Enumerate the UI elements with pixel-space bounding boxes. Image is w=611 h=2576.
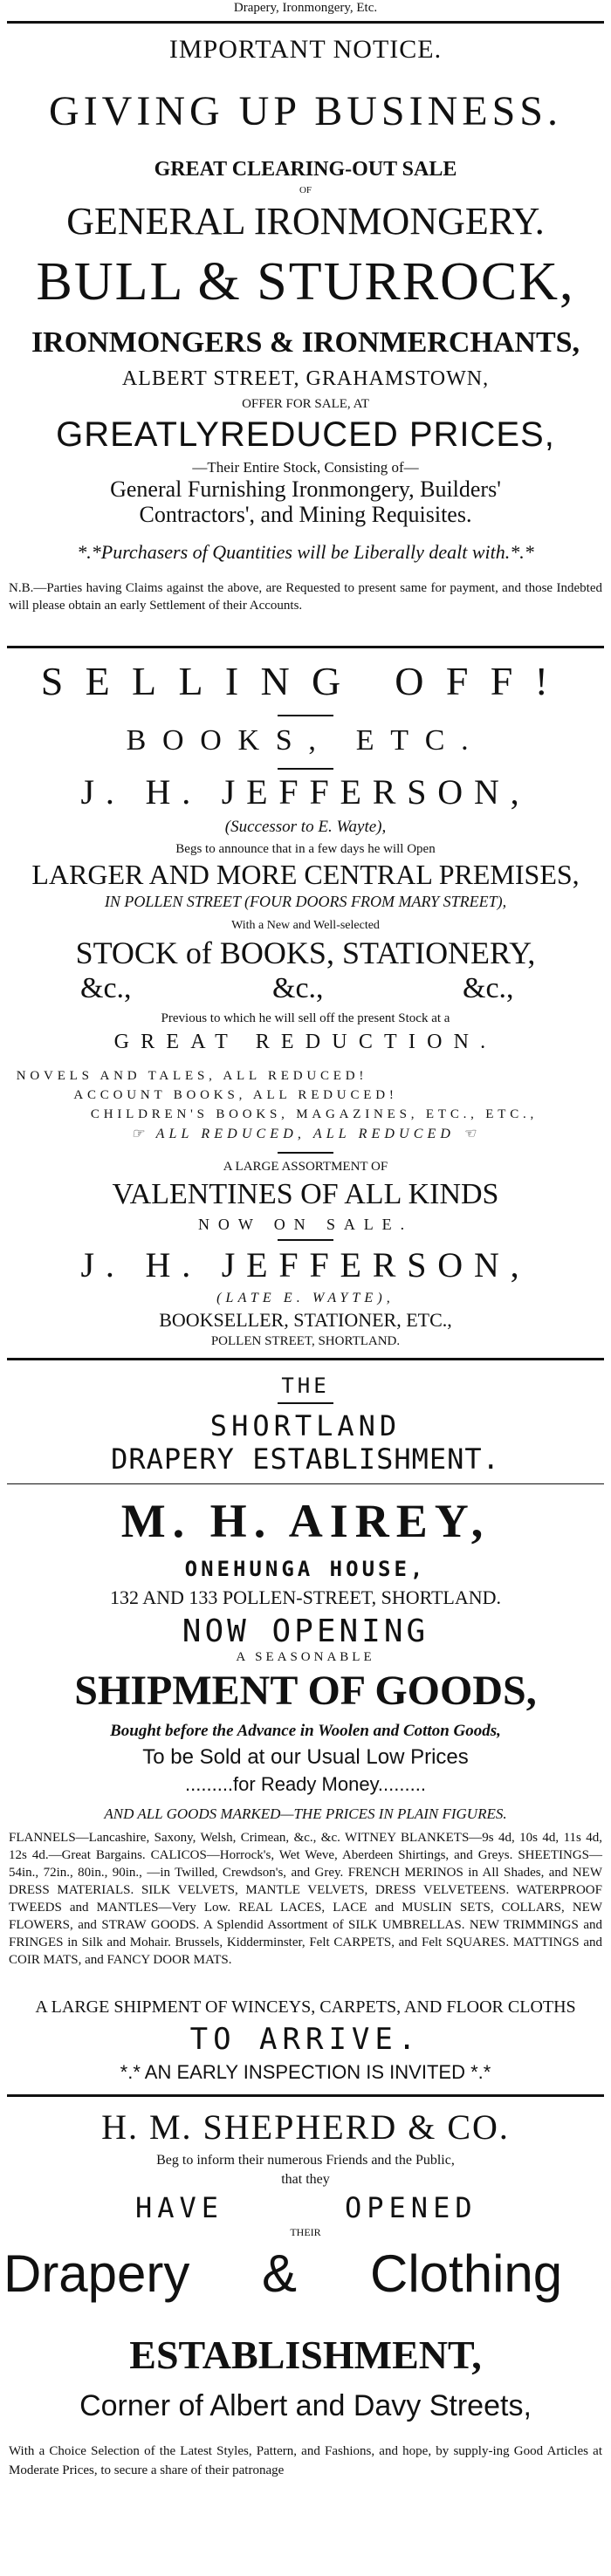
firm-name: BULL & STURROCK, [36, 252, 575, 312]
choice-selection: With a Choice Selection of the Latest Styles, Pattern, and Fashions, and hope, by supply-ing Good Articles at Moderate Prices, to secure a share of their patronage [9, 2444, 602, 2477]
late-wayte: (LATE E. WAYTE), [216, 1291, 395, 1305]
airey-name: M. H. AIREY, [120, 1495, 491, 1547]
beg-to-inform: Beg to inform their numerous Friends and the Public, [156, 2153, 455, 2168]
flannels-list: FLANNELS—Lancashire, Saxony, Welsh, Crimean, &c., &c. WITNEY BLANKETS—9s 4d, 10s 4d, 11s 4d, 12s 4d.—Great Bargains. CALICOS—Horrock's, Wet Weve, Aberdeen Shirtings, and Greys. SHEETINGS—54in., 72in., 80in., 90in., —in Twilled, Crewdson's, and Grey. FRENCH MERINOS in All Shades, and NEW DRESS MATERIALS. SILK VELVETS, MANTLE VELVETS, DRESS VELVETEENS. WATERPROOF TWEEDS and MANTLES—Very Low. REAL LACES, LACE and MUSLIN SETS, COLLARS, NEW FLOWERS, and STRAW GOODS. A Splendid Assortment of SILK UMBRELLAS. NEW TRIMMINGS and FRINGES in Silk and Mohair. Brussels, Kidderminster, Felt CARPETS, and Felt SQUARES. MATTINGS and COIR MATS, and FANCY DOOR MATS. [9, 1831, 602, 1967]
contractors-line: Contractors', and Mining Requisites. [139, 502, 472, 527]
pointing-hand-left-icon: ☞ [131, 1127, 156, 1141]
top-rule [7, 21, 604, 24]
nb-notice: N.B.—Parties having Claims against the above, are Requested to present same for payment, and those Indebted will please obtain an early Settlement of their Accounts. [9, 581, 602, 613]
ad-divider-2 [7, 1358, 604, 1360]
etc-1: &c., [80, 972, 132, 1004]
airey-address: 132 AND 133 POLLEN-STREET, SHORTLAND. [109, 1586, 502, 1608]
the-label: THE [281, 1374, 330, 1398]
jefferson-name-2: J. H. JEFFERSON, [80, 1245, 531, 1285]
account-books-line: ACCOUNT BOOKS, ALL REDUCED! [73, 1088, 398, 1102]
important-notice: IMPORTANT NOTICE. [168, 35, 443, 64]
early-inspection: *.* AN EARLY INSPECTION IS INVITED *.* [120, 2061, 491, 2083]
bought-before: Bought before the Advance in Woolen and Cotton Goods, [110, 1722, 501, 1740]
ready-money: .........for Ready Money......... [185, 1773, 426, 1795]
thin-rule-1 [7, 1483, 604, 1484]
drapery-word: Drapery [3, 2244, 190, 2303]
purchasers-line: *.*Purchasers of Quantities will be Liberally dealt with.*.* [77, 541, 534, 563]
stock-line: —Their Entire Stock, Consisting of— [192, 459, 419, 476]
now-on-sale: NOW ON SALE. [198, 1216, 413, 1233]
dash-3 [278, 1152, 333, 1154]
pollen-shortland: POLLEN STREET, SHORTLAND. [210, 1334, 401, 1348]
onehunga-house: ONEHUNGA HOUSE, [184, 1557, 427, 1581]
ad-divider-1 [7, 646, 604, 648]
offer-line: OFFER FOR SALE, AT [242, 397, 369, 411]
ampersand: & [262, 2244, 298, 2303]
novels-line: NOVELS AND TALES, ALL REDUCED! [16, 1069, 368, 1083]
pointing-hand-right-icon: ☜ [455, 1127, 480, 1141]
dash-2 [278, 768, 333, 770]
general-ironmongery: GENERAL IRONMONGERY. [66, 200, 545, 243]
establishment: ESTABLISHMENT, [129, 2333, 482, 2377]
firm-address: ALBERT STREET, GRAHAMSTOWN, [121, 367, 490, 390]
have-label: HAVE [135, 2191, 224, 2224]
large-assortment: A LARGE ASSORTMENT OF [223, 1160, 388, 1174]
successor-line: (Successor to E. Wayte), [224, 818, 387, 836]
etc-2: &c., [272, 972, 324, 1004]
larger-premises: LARGER AND MORE CENTRAL PREMISES, [31, 859, 580, 890]
bookseller-line: BOOKSELLER, STATIONER, ETC., [159, 1309, 452, 1331]
childrens-books-line: CHILDREN'S BOOKS, MAGAZINES, ETC., ETC., [90, 1107, 539, 1121]
opened-label: OPENED [345, 2191, 477, 2224]
begs-line: Begs to announce that in a few days he will Open [175, 842, 436, 856]
shortland-label: SHORTLAND [209, 1409, 402, 1442]
dash-5 [278, 1402, 333, 1404]
trade-line: IRONMONGERS & IRONMERCHANTS, [31, 326, 580, 359]
dash-1 [278, 715, 333, 716]
clearing-out-sale: GREAT CLEARING-OUT SALE [154, 158, 457, 181]
stock-books-stationery: STOCK of BOOKS, STATIONERY, [75, 935, 536, 970]
seasonable: A SEASONABLE [236, 1650, 375, 1664]
reduced-prices: GREATLYREDUCED PRICES, [56, 415, 555, 454]
large-shipment: A LARGE SHIPMENT OF WINCEYS, CARPETS, AND FLOOR CLOTHS [35, 1997, 576, 2017]
giving-up-business: GIVING UP BUSINESS. [49, 88, 562, 134]
previous-line: Previous to which he will sell off the present Stock at a [161, 1011, 450, 1025]
their-label: THEIR [290, 2226, 321, 2238]
corner-of-streets: Corner of Albert and Davy Streets, [79, 2389, 532, 2422]
all-reduced-line: ☞ ALL REDUCED, ALL REDUCED ☜ [131, 1127, 480, 1141]
all-goods-marked: AND ALL GOODS MARKED—THE PRICES IN PLAIN FIGURES. [104, 1805, 507, 1822]
to-arrive: TO ARRIVE. [189, 2022, 422, 2057]
great-reduction: GREAT REDUCTION. [113, 1031, 498, 1053]
now-opening: NOW OPENING [182, 1613, 429, 1649]
shepherd-name: H. M. SHEPHERD & CO. [101, 2107, 510, 2147]
etc-3: &c., [463, 972, 514, 1004]
with-new-line: With a New and Well-selected [231, 919, 380, 932]
books-etc: BOOKS, ETC. [126, 724, 485, 757]
that-they: that they [281, 2172, 330, 2187]
drapery-establishment: DRAPERY ESTABLISHMENT. [111, 1442, 500, 1476]
clothing-word: Clothing [370, 2244, 563, 2303]
jefferson-name: J. H. JEFFERSON, [80, 772, 531, 812]
running-head: Drapery, Ironmongery, Etc. [233, 1, 378, 15]
pollen-street-line: IN POLLEN STREET (FOUR DOORS FROM MARY STREET), [104, 893, 507, 910]
shipment-of-goods: SHIPMENT OF GOODS, [74, 1668, 537, 1714]
ad-divider-3 [7, 2094, 604, 2097]
furnishing-line: General Furnishing Ironmongery, Builders' [110, 476, 501, 502]
dash-4 [278, 1239, 333, 1241]
valentines: VALENTINES OF ALL KINDS [112, 1178, 499, 1210]
selling-off: SELLING OFF! [40, 659, 571, 703]
of-label: OF [299, 185, 312, 195]
to-be-sold: To be Sold at our Usual Low Prices [142, 1745, 469, 1769]
